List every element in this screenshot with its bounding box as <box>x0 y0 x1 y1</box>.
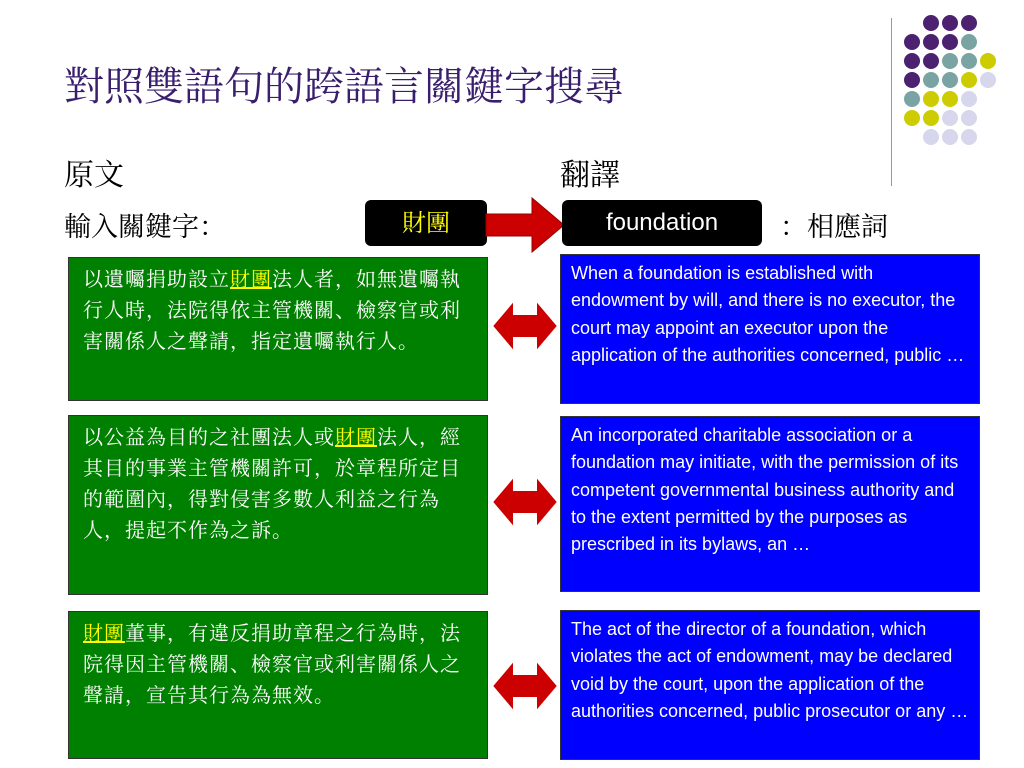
source-text: 法人者，如無遺囑執行人時，法院得依主管機關、檢察官或利害關係人之聲請，指定遺囑執行人。 <box>83 267 461 353</box>
decorative-dot <box>961 129 977 145</box>
slide-title: 對照雙語句的跨語言關鍵字搜尋 <box>64 64 624 110</box>
decorative-dot <box>942 34 958 50</box>
source-text: 以公益為目的之社團法人或 <box>83 425 335 449</box>
decorative-dot <box>961 91 977 107</box>
decorative-dot <box>961 34 977 50</box>
input-keyword-label: 輸入關鍵字： <box>64 212 226 243</box>
decorative-dot <box>904 110 920 126</box>
translation-pill: foundation <box>562 200 762 246</box>
double-arrow-icon <box>490 656 560 716</box>
decorative-dot <box>904 34 920 50</box>
decorative-dot <box>942 110 958 126</box>
source-sentence-box <box>68 611 488 759</box>
double-arrow-icon <box>490 296 560 356</box>
decorative-dot <box>923 15 939 31</box>
keyword-highlight: 財團 <box>83 621 125 645</box>
target-column-label: 翻譯 <box>560 158 620 193</box>
decorative-dot <box>980 53 996 69</box>
source-text: 董事，有違反捐助章程之行為時，法院得因主管機關、檢察官或利害關係人之聲請，宣告其行為為無效。 <box>83 621 461 707</box>
decorative-dot <box>904 91 920 107</box>
translation-sentence-box: An incorporated charitable association or a foundation may initiate, with the permission of its competent governmental business authority and to the extent permitted by the purposes as prescribed in its bylaws, an … <box>560 416 980 592</box>
decorative-dot <box>904 53 920 69</box>
keyword-pill: 財團 <box>365 200 487 246</box>
decorative-dot <box>904 72 920 88</box>
decorative-dot <box>961 53 977 69</box>
decorative-dot <box>942 53 958 69</box>
corresponding-word-label: ：相應詞 <box>780 212 888 243</box>
decorative-dot <box>923 53 939 69</box>
right-arrow-icon <box>484 196 566 254</box>
source-text: 以遺囑捐助設立 <box>83 267 230 291</box>
source-sentence-box <box>68 257 488 401</box>
double-arrow-icon <box>490 472 560 532</box>
decorative-dot <box>961 110 977 126</box>
decorative-dot <box>923 72 939 88</box>
translation-sentence-box: When a foundation is established with endowment by will, and there is no executor, the court may appoint an executor upon the application of the authorities concerned, public … <box>560 254 980 404</box>
decorative-dot <box>923 129 939 145</box>
keyword-highlight: 財團 <box>230 267 272 291</box>
decorative-dot <box>942 15 958 31</box>
source-column-label: 原文 <box>64 158 124 193</box>
decorative-dot <box>980 72 996 88</box>
source-text: 法人，經其目的事業主管機關許可，於章程所定目的範圍內，得對侵害多數人利益之行為人，提起不作為之訴。 <box>83 425 461 542</box>
decorative-dot <box>923 91 939 107</box>
translation-sentence-box: The act of the director of a foundation, which violates the act of endowment, may be declared void by the court, upon the application of the authorities concerned, public prosecutor or any … <box>560 610 980 760</box>
decorative-dot <box>923 110 939 126</box>
decorative-dot <box>961 72 977 88</box>
decorative-divider-line <box>891 18 892 186</box>
decorative-dot <box>961 15 977 31</box>
source-sentence-box <box>68 415 488 595</box>
decorative-dot <box>942 72 958 88</box>
decorative-dot <box>923 34 939 50</box>
decorative-dot <box>942 91 958 107</box>
keyword-highlight: 財團 <box>335 425 377 449</box>
decorative-dot <box>942 129 958 145</box>
